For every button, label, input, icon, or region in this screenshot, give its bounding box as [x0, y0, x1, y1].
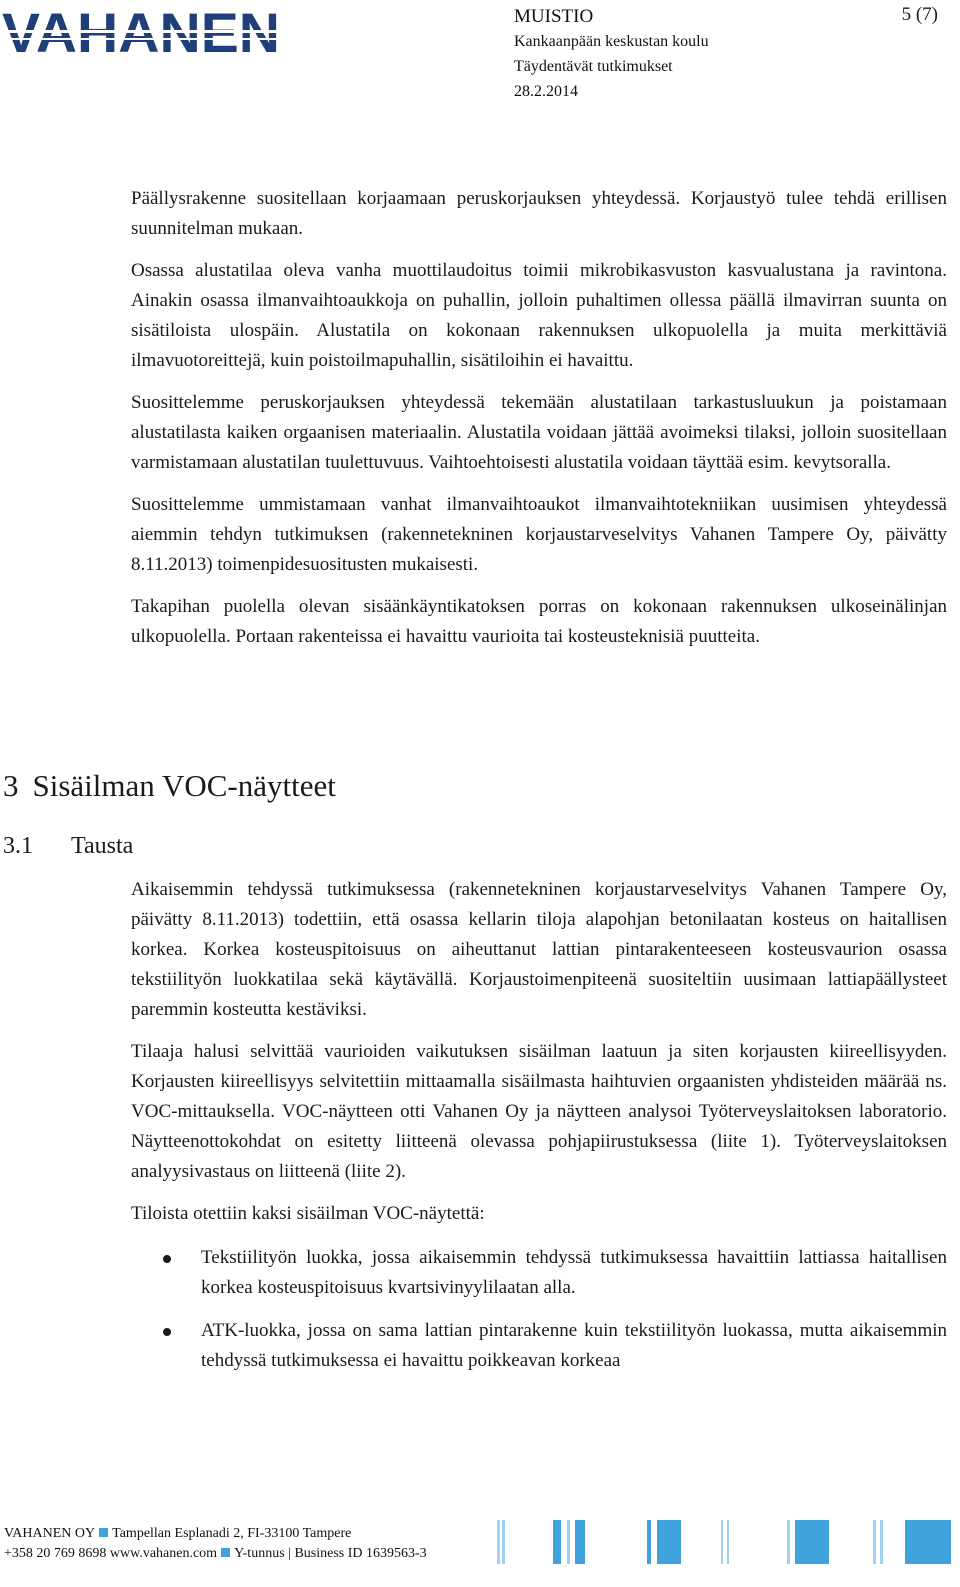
square-icon — [221, 1548, 230, 1557]
footer-phone: +358 20 769 8698 — [4, 1546, 107, 1561]
project-name: Kankaanpään keskustan koulu — [514, 33, 709, 50]
paragraph: Tiloista otettiin kaksi sisäilman VOC-näytettä: — [131, 1203, 485, 1224]
paragraph: Suosittelemme peruskorjauksen yhteydessä tekemään alustatilaan tarkastusluukun ja poistamaan alustatilasta kaiken orgaanisen materiaalin. Alustatila voidaan jättää avoimeksi tilaksi, jolloin suositellaan varmistamaan alustatilan tuulettuvuus. Vaihtoehtoisesti alustatila voidaan täyttää esim. kevytsoralla. — [131, 392, 947, 473]
page-footer — [4, 1524, 427, 1564]
section-number: 3 — [3, 768, 19, 803]
top-body-text — [131, 184, 947, 664]
bullet-list — [131, 1243, 947, 1376]
section-body-text — [131, 875, 947, 1389]
section-title: Sisäilman VOC-näytteet — [32, 768, 336, 803]
paragraph: Aikaisemmin tehdyssä tutkimuksessa (rakennetekninen korjaustarveselvitys Vahanen Tampere Oy, päivätty 8.11.2013) todettiin, että osassa kellarin tiloja alapohjan betonilaatan kosteus on haitallisen korkea. Korkea kosteuspitoisuus on aiheuttanut lattian pintarakenteeseen kosteusvaurion osassa tekstiilityön luokkatilaa sekä käytävällä. Korjaustoimenpiteenä suositeltiin uusimaan lattiapäällysteet paremmin kosteutta kestäviksi. — [131, 879, 947, 1020]
document-header — [514, 4, 709, 104]
bullet-icon — [163, 1328, 171, 1336]
paragraph: Takapihan puolella olevan sisäänkäyntikatoksen porras on kokonaan rakennuksen ulkoseinälinjan ulkopuolella. Portaan rakenteissa ei havaittu vaurioita tai kosteusteknisiä puutteita. — [131, 596, 947, 647]
footer-stripe-decoration — [495, 1518, 955, 1568]
section-heading — [3, 766, 336, 806]
list-item — [131, 1316, 947, 1376]
paragraph: Suosittelemme ummistamaan vanhat ilmanvaihtoaukot ilmanvaihtotekniikan uusimisen yhteydessä aiemmin tehdyn tutkimuksen (rakennetekninen korjaustarveselvitys Vahanen Tampere Oy, päivätty 8.11.2013) toimenpidesuositusten mukaisesti. — [131, 494, 947, 575]
doc-subtitle: Täydentävät tutkimukset — [514, 58, 673, 75]
footer-address: Tampellan Esplanadi 2, FI-33100 Tampere — [112, 1526, 352, 1541]
footer-web: www.vahanen.com — [109, 1546, 218, 1561]
list-item — [131, 1243, 947, 1303]
subsection-title: Tausta — [71, 833, 134, 859]
bullet-icon — [163, 1255, 171, 1263]
doc-date: 28.2.2014 — [514, 83, 578, 100]
list-item-text: ATK-luokka, jossa on sama lattian pintarakenne kuin tekstiilityön luokassa, mutta aikaisemmin tehdyssä tutkimuksessa ei havaittu poikkeavan korkeaa — [201, 1320, 947, 1371]
square-icon — [99, 1528, 108, 1537]
paragraph: Päällysrakenne suositellaan korjaamaan peruskorjauksen yhteydessä. Korjaustyö tulee tehdä erillisen suunnitelman mukaan. — [131, 188, 947, 239]
vahanen-logo — [0, 0, 290, 60]
paragraph: Tilaaja halusi selvittää vaurioiden vaikutuksen sisäilman laatuun ja siten korjausten kiireellisyyden. Korjausten kiireellisyys selvitettiin mittaamalla sisäilmasta haihtuvien orgaanisten yhdisteiden määrää ns. VOC-mittauksella. VOC-näytteen otti Vahanen Oy ja näytteen analysoi Työterveyslaitoksen laboratorio. Näytteenottokohdat on esitetty liitteenä olevassa pohjapiirustuksessa (liite 1). Työterveyslaitoksen analyysivastaus on liitteenä (liite 2). — [131, 1041, 947, 1182]
subsection-number: 3.1 — [3, 833, 33, 859]
paragraph: Osassa alustatilaa oleva vanha muottilaudoitus toimii mikrobikasvuston kasvualustana ja ravintona. Ainakin osassa ilmanvaihtoaukkoja on puhallin, jolloin puhaltimen ollessa päällä ilmavirran suunta on sisätiloista ulospäin. Alustatila on kokonaan rakennuksen ulkopuolella ja muita merkittäviä ilmavuotoreittejä, kuin poistoilmapuhallin, sisätiloihin ei havaittu. — [131, 260, 947, 371]
footer-company: VAHANEN OY — [4, 1526, 96, 1541]
page-number: 5 (7) — [901, 4, 938, 25]
subsection-heading — [3, 830, 133, 862]
list-item-text: Tekstiilityön luokka, jossa aikaisemmin tehdyssä tutkimuksessa havaittiin lattiassa haitallisen korkea kosteuspitoisuus kvartsivinyylilaatan alla. — [201, 1247, 947, 1298]
doc-type: MUISTIO — [514, 6, 594, 27]
footer-business-id: Y-tunnus | Business ID 1639563-3 — [234, 1546, 427, 1561]
